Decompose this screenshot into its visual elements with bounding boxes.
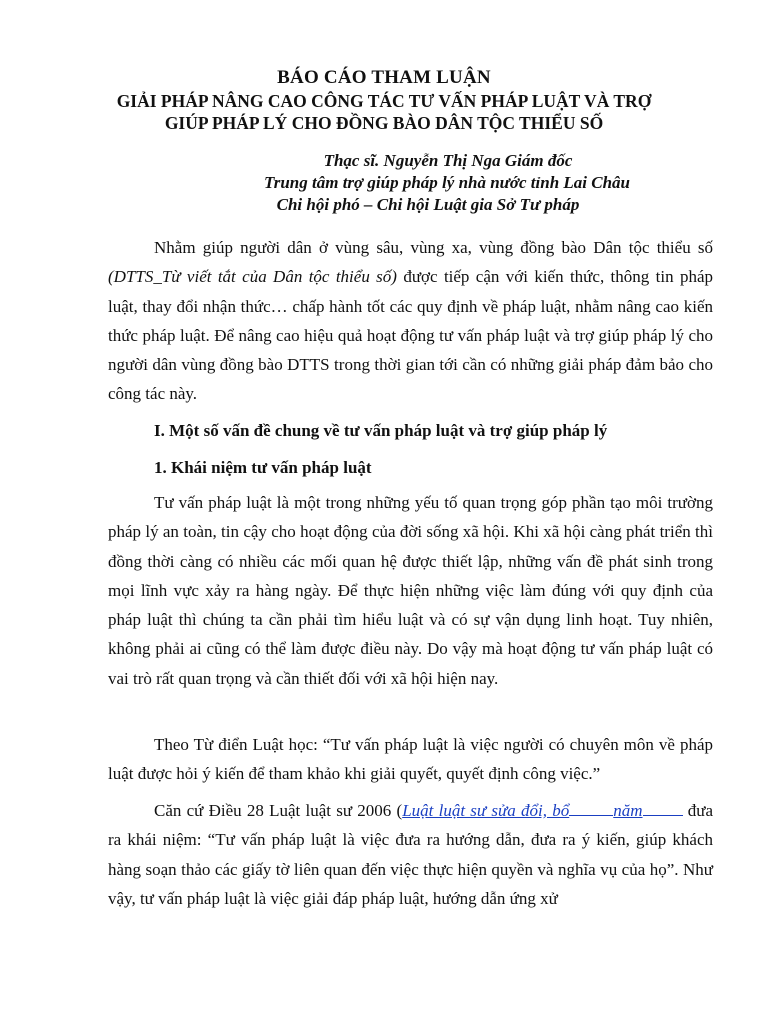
- para-3-text-2: đưa ra khái niệm: “Tư vấn pháp luật là việc đưa ra hướng dẫn, đưa ra ý kiến, giúp khách hàng soạn thảo các giấy tờ liên quan đến việc thực hiện quyền và nghĩa vụ của họ”. Như vậy, tư vấn pháp luật là việc giải đáp pháp luật, hướng dẫn ứng xử: [108, 801, 714, 908]
- report-subtitle-line-2: GIÚP PHÁP LÝ CHO ĐỒNG BÀO DÂN TỘC THIỂU SỐ: [164, 113, 604, 133]
- paragraph-3: [108, 796, 713, 913]
- subsection-heading: 1. Khái niệm tư vấn pháp luật: [154, 458, 372, 477]
- paragraph-2: Theo Từ điển Luật học: “Tư vấn pháp luật là việc người có chuyên môn về pháp luật được hỏi ý kiến để tham khảo khi giải quyết, quyết định công việc.”: [108, 735, 713, 784]
- para-1-section: [108, 488, 713, 693]
- law-reference-year[interactable]: năm: [613, 801, 643, 820]
- law-reference-text[interactable]: Luật luật sư sửa đổi, bổ: [402, 801, 570, 820]
- reference-blank-2: [643, 814, 683, 816]
- intro-text-2: được tiếp cận với kiến thức, thông tin pháp luật, thay đổi nhận thức… chấp hành tốt các quy định về pháp luật, nhằm nâng cao kiến thức pháp luật. Để nâng cao hiệu quả hoạt động tư vấn pháp luật và trợ giúp pháp lý cho người dân vùng đồng bào DTTS trong thời gian tới cần có những giải pháp đảm bảo cho công tác này.: [108, 267, 713, 404]
- section-heading: I. Một số vấn đề chung về tư vấn pháp luật và trợ giúp pháp lý: [154, 421, 608, 440]
- law-reference-link[interactable]: [402, 801, 682, 820]
- author-name: Thạc sĩ. Nguyễn Thị Nga Giám đốc: [323, 151, 573, 170]
- para-2-section: [108, 730, 713, 789]
- reference-blank: [569, 814, 613, 816]
- title-block: [0, 66, 768, 134]
- intro-italic-text: (DTTS_Từ viết tắt của Dân tộc thiểu số): [108, 267, 397, 287]
- report-subtitle-line-1: GIẢI PHÁP NÂNG CAO CÔNG TÁC TƯ VẤN PHÁP LUẬT VÀ TRỢ: [116, 91, 652, 111]
- intro-paragraph: [108, 233, 713, 409]
- author-block: [0, 150, 768, 216]
- paragraph-1: Tư vấn pháp luật là một trong những yếu tố quan trọng góp phần tạo môi trường pháp lý an toàn, tin cậy cho hoạt động của đời sống xã hội. Khi xã hội càng phát triển thì đồng thời càng có nhiều các mối quan hệ được thiết lập, những vấn đề phát sinh trong mọi lĩnh vực xảy ra hàng ngày. Để thực hiện những việc làm đúng với quy định của pháp luật thì chúng ta cần phải tìm hiểu luật và có sự vận dụng linh hoạt. Tuy nhiên, không phải ai cũng có thể làm được điều này. Do vậy mà hoạt động tư vấn pháp luật có vai trò rất quan trọng và cần thiết đối với xã hội hiện nay.: [108, 493, 713, 688]
- author-organization: Trung tâm trợ giúp pháp lý nhà nước tỉnh Lai Châu: [263, 173, 630, 192]
- intro-section: [108, 233, 713, 409]
- intro-text-1: Nhằm giúp người dân ở vùng sâu, vùng xa, vùng đồng bào Dân tộc thiểu số: [154, 238, 713, 257]
- para-3-section: [108, 796, 713, 913]
- report-title: BÁO CÁO THAM LUẬN: [277, 67, 491, 88]
- author-position: Chi hội phó – Chi hội Luật gia Sở Tư pháp: [276, 195, 580, 214]
- para-3-text-1: Căn cứ Điều 28 Luật luật sư 2006 (: [154, 801, 403, 820]
